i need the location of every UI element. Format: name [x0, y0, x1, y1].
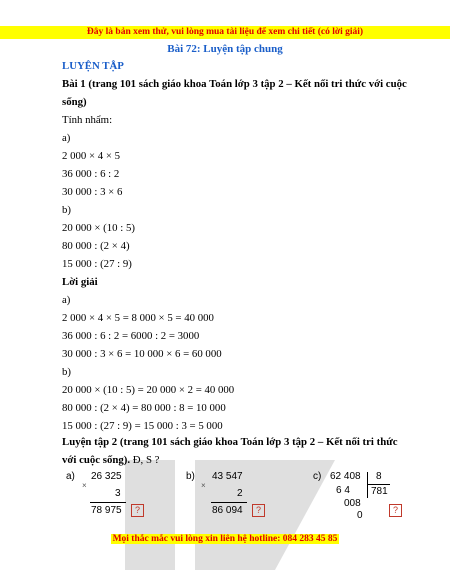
part-a-label: a)	[62, 132, 71, 144]
part-b-label: b)	[62, 204, 71, 216]
calc-a-label: a)	[66, 471, 75, 482]
expression: 2 000 × 4 × 5	[62, 150, 121, 162]
calc-a-rule	[90, 502, 126, 503]
calc-b-rule	[211, 502, 247, 503]
calc-c-step1: 6 4	[336, 485, 350, 496]
calc-c-dividend: 62 408	[330, 471, 361, 482]
calc-c-label: c)	[313, 471, 322, 482]
division-bar	[367, 472, 368, 498]
solution-line: 80 000 : (2 × 4) = 80 000 : 8 = 10 000	[62, 402, 226, 414]
calc-c-quotient: 781	[371, 486, 388, 497]
solution-line: 30 000 : 3 × 6 = 10 000 × 6 = 60 000	[62, 348, 222, 360]
solution-part-a-label: a)	[62, 294, 71, 306]
calc-a-top: 26 325	[91, 471, 122, 482]
expression: 80 000 : (2 × 4)	[62, 240, 130, 252]
exercise-1-title-line2: sống)	[62, 96, 87, 108]
multiply-sign: ×	[201, 481, 206, 490]
section-heading: LUYỆN TẬP	[62, 60, 124, 72]
calc-c-step2: 008	[344, 498, 361, 509]
lesson-title: Bài 72: Luyện tập chung	[167, 43, 283, 55]
multiply-sign: ×	[82, 481, 87, 490]
exercise-1-title-line1: Bài 1 (trang 101 sách giáo khoa Toán lớp 3 tập 2 – Kết nối tri thức với cuộc	[62, 78, 407, 90]
calc-c-step3: 0	[357, 510, 363, 521]
calc-a-bottom: 3	[115, 488, 121, 499]
calc-b-top: 43 547	[212, 471, 243, 482]
expression: 15 000 : (27 : 9)	[62, 258, 132, 270]
answer-box-a[interactable]: ?	[131, 504, 144, 517]
solution-line: 20 000 × (10 : 5) = 20 000 × 2 = 40 000	[62, 384, 235, 396]
solution-line: 36 000 : 6 : 2 = 6000 : 2 = 3000	[62, 330, 200, 342]
calc-a-result: 78 975	[91, 505, 122, 516]
solution-part-b-label: b)	[62, 366, 71, 378]
exercise-2-title-line2: với cuộc sống). Đ, S ?	[62, 454, 160, 466]
exercise-1-instruction: Tính nhẩm:	[62, 114, 113, 126]
expression: 36 000 : 6 : 2	[62, 168, 120, 180]
expression: 30 000 : 3 × 6	[62, 186, 123, 198]
preview-banner: Đây là bản xem thử, vui lòng mua tài liệu để xem chi tiết (có lời giải)	[0, 26, 450, 39]
calc-b-bottom: 2	[237, 488, 243, 499]
expression: 20 000 × (10 : 5)	[62, 222, 135, 234]
calc-c-divisor: 8	[376, 471, 382, 482]
answer-box-c[interactable]: ?	[389, 504, 402, 517]
division-rule	[368, 484, 390, 485]
answer-box-b[interactable]: ?	[252, 504, 265, 517]
solution-line: 2 000 × 4 × 5 = 8 000 × 5 = 40 000	[62, 312, 214, 324]
calc-b-label: b)	[186, 471, 195, 482]
solution-heading: Lời giải	[62, 276, 98, 288]
solution-line: 15 000 : (27 : 9) = 15 000 : 3 = 5 000	[62, 420, 223, 432]
calc-b-result: 86 094	[212, 505, 243, 516]
footer-hotline: Mọi thắc mắc vui lòng xin liên hệ hotline: 084 283 45 85	[112, 534, 338, 544]
exercise-2-title-line1: Luyện tập 2 (trang 101 sách giáo khoa Toán lớp 3 tập 2 – Kết nối tri thức	[62, 436, 398, 448]
